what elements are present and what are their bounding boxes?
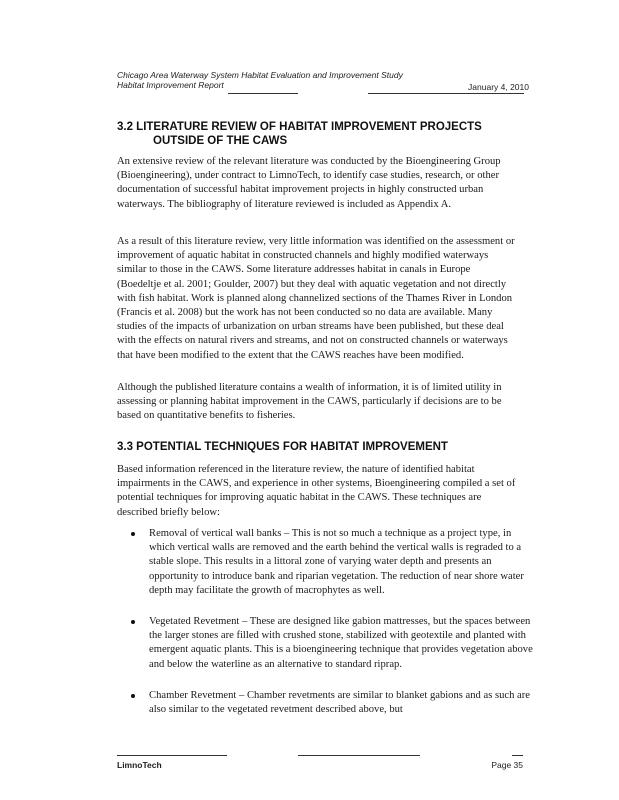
header-rule-right (368, 93, 524, 94)
bullet-icon (131, 620, 135, 624)
bullet-icon (131, 694, 135, 698)
bullet-icon (131, 532, 135, 536)
paragraph-review-results: As a result of this literature review, very little information was identified on the assessment or improvement of aquatic habitat in constructed channels and highly modified waterways similar to those in the CAWS. Some literature addresses habitat in canals in Europe (Boedeltje et al. 2001; Goulder, 2007) but they deal with aquatic vegetation and not directly with fish habitat. Work is planned along channelized sections of the Thames River in London (Francis et al. 2008) but the work has not been conducted so no data are available. Many studies of the impacts of urbanization on urban streams have been published, but these deal with the effects on natural rivers and streams, and not on constructed channels or waterways that have been modified to the extent that the CAWS reaches have been modified. (117, 236, 515, 361)
list-item: Removal of vertical wall banks – This is not so much a technique as a project type, in which vertical walls are removed and the earth behind the vertical walls is regraded to a stable slope. This results in a littoral zone of varying water depth and presents an opportunity to introduce bank and riparian vegetation. The reduction of near shore water depth may facilitate the growth of macrophytes as well. (117, 527, 535, 598)
footer-rule-center (298, 755, 420, 756)
header-date: January 4, 2010 (468, 82, 529, 92)
page-number: Page 35 (491, 760, 523, 770)
header-rule-left (228, 93, 298, 94)
paragraph-techniques-intro: Based information referenced in the literature review, the nature of identified habitat impairments in the CAWS, and experience in other systems, Bioengineering compiled a set of potential techniques for improving aquatic habitat in the CAWS. These techniques are described briefly below: (117, 464, 516, 518)
running-header (117, 70, 403, 90)
paragraph-published-literature: Although the published literature contains a wealth of information, it is of limited utility in assessing or planning habitat improvement in the CAWS, particularly if decisions are to be based on quantitative benefits to fisheries. (117, 382, 502, 422)
footer-rule-right (512, 755, 523, 756)
header-study-title: Chicago Area Waterway System Habitat Evaluation and Improvement Study (117, 70, 403, 80)
techniques-list (117, 527, 535, 734)
footer-rule-left (117, 755, 227, 756)
paragraph-literature-review: An extensive review of the relevant literature was conducted by the Bioengineering Group (Bioengineering), under contract to LimnoTech, to identify case studies, research, or other documentation of successful habitat improvement projects in highly constructed urban waterways. The bibliography of literature reviewed is included as Appendix A. (117, 156, 501, 210)
header-report-title: Habitat Improvement Report (117, 80, 224, 90)
list-item: Vegetated Revetment – These are designed like gabion mattresses, but the spaces between the larger stones are filled with crushed stone, stabilized with geotextile and planted with emergent aquatic plants. This is a bioengineering technique that provides vegetation above and below the waterline as an alternative to standard riprap. (117, 615, 535, 672)
list-item: Chamber Revetment – Chamber revetments are similar to blanket gabions and as such are also similar to the vegetated revetment described above, but (117, 689, 535, 717)
section-3-2-heading: 3.2 LITERATURE REVIEW OF HABITAT IMPROVEMENT PROJECTS OUTSIDE OF THE CAWS (117, 121, 482, 147)
section-3-3-heading: 3.3 POTENTIAL TECHNIQUES FOR HABITAT IMPROVEMENT (117, 441, 448, 453)
footer-company: LimnoTech (117, 760, 162, 770)
